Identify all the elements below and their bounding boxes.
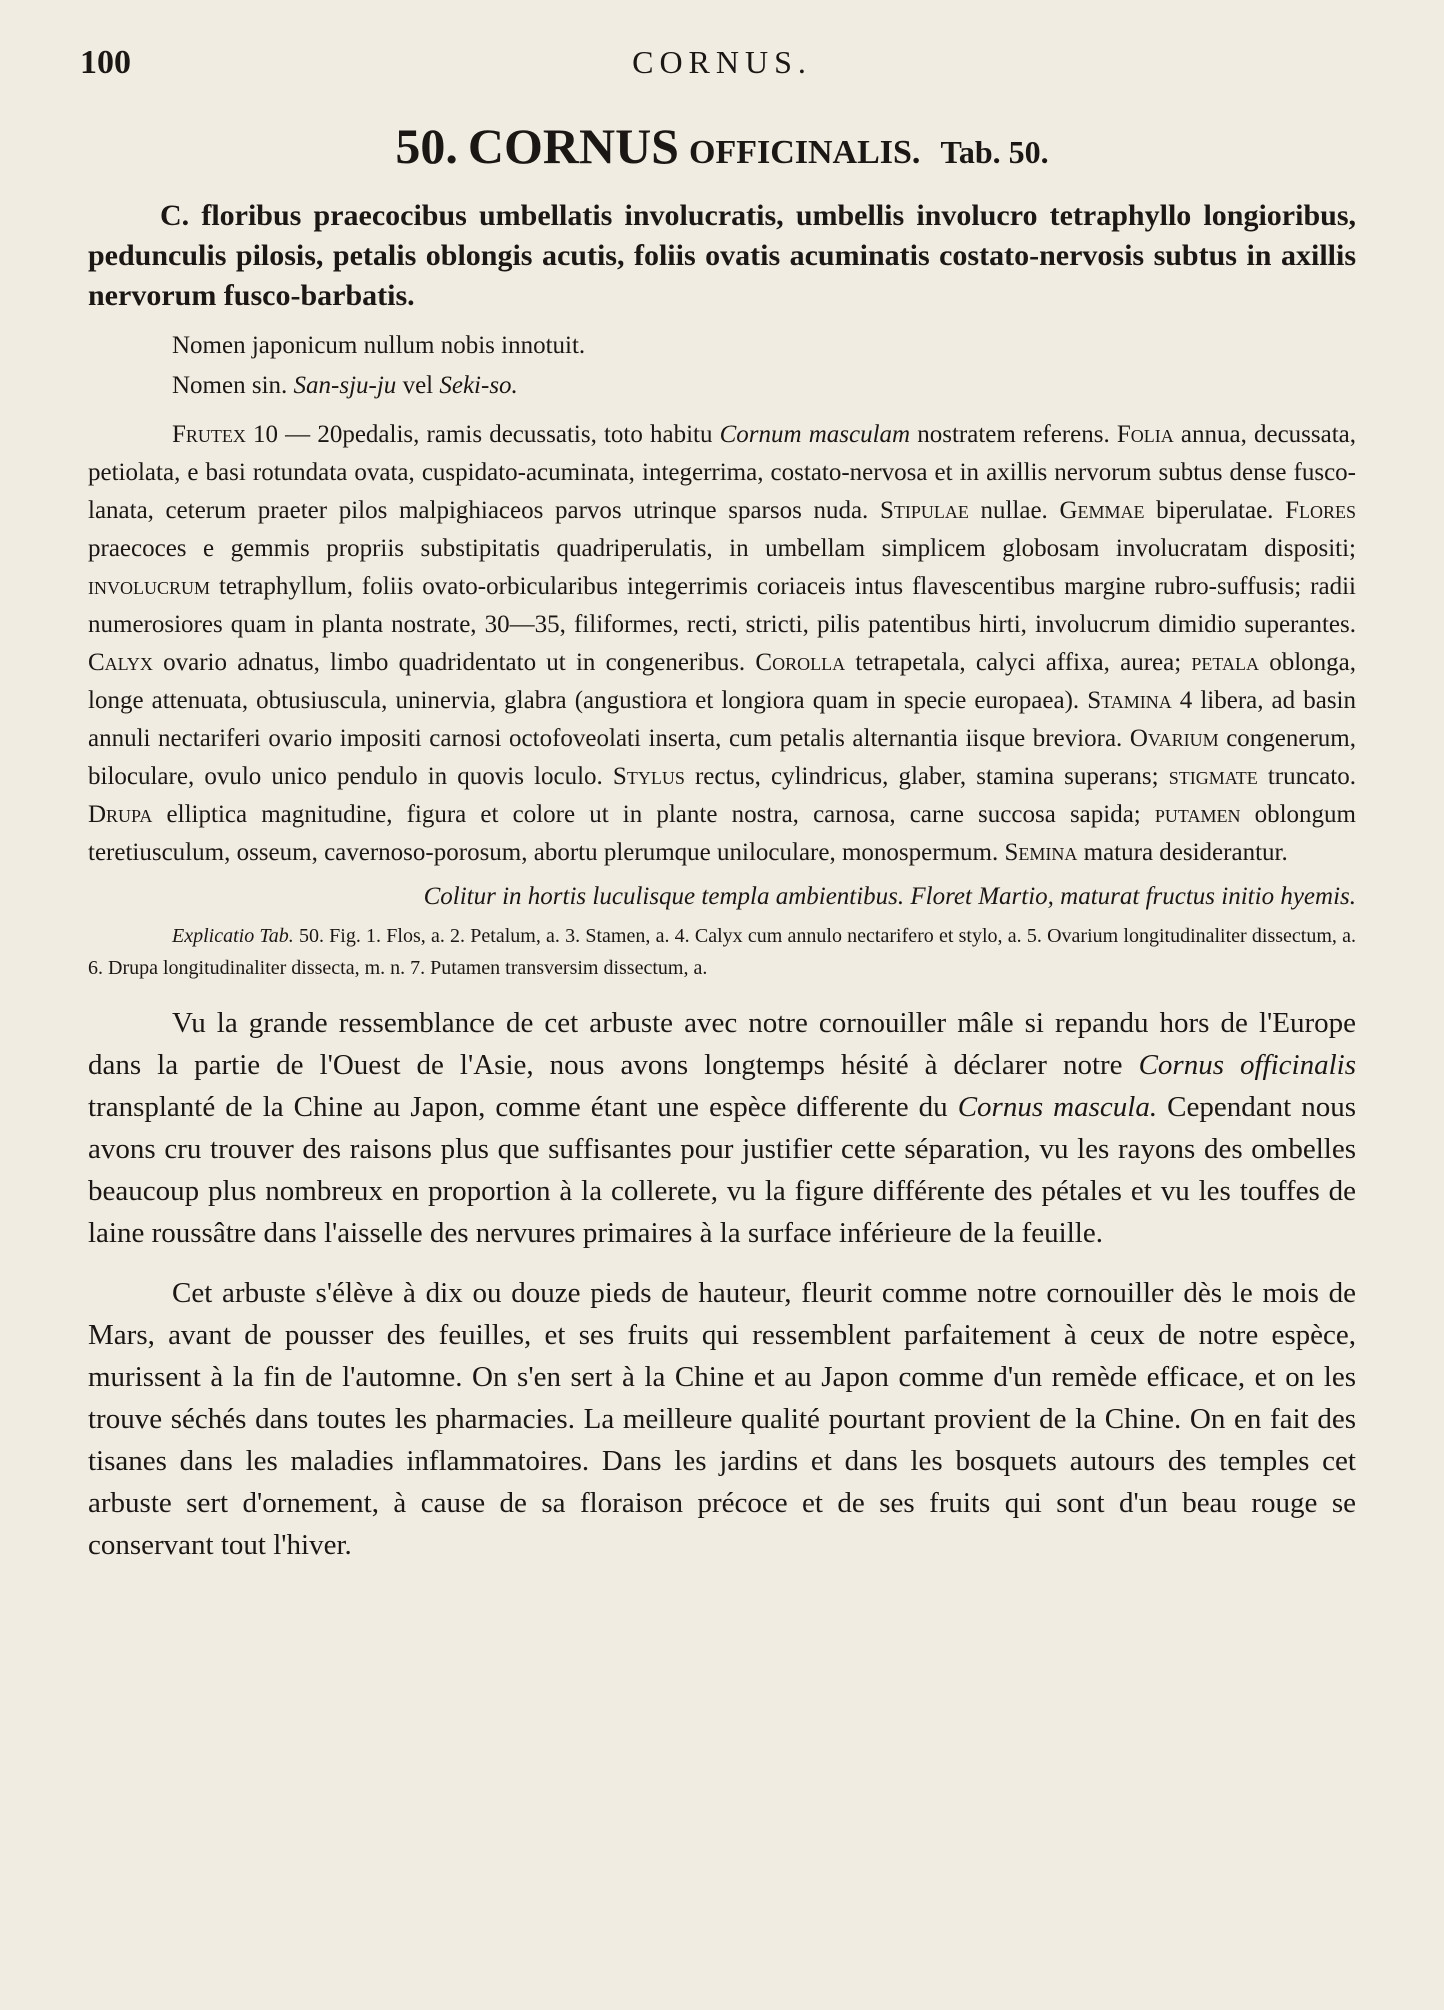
description-run: involucrum: [88, 572, 211, 600]
description-run: ovario adnatus, limbo quadridentato ut in congeneribus.: [152, 648, 756, 676]
description-run: rectus, cylindricus, glaber, stamina superans;: [684, 762, 1169, 790]
description-run: Flores: [1285, 496, 1356, 524]
page-number: 100: [80, 44, 131, 81]
french_1-run: Vu la grande ressemblance de cet arbuste avec notre cornouiller mâle si repandu hors de l'Europe dans la partie de l'Ouest de l'Asie, nous avons longtemps hésité à déclarer notre: [88, 1006, 1356, 1081]
species-epithet: OFFICINALIS.: [689, 134, 921, 171]
nomen-sin-prefix: Nomen sin.: [172, 371, 288, 399]
description-run: Stamina: [1087, 686, 1172, 714]
french_1-run: Cornus officinalis: [1138, 1048, 1357, 1081]
description-run: Ovarium: [1129, 724, 1219, 752]
description-run: nullae.: [968, 496, 1060, 524]
description-run: 4 libera, ad basin annuli nectariferi ovario impositi carnosi octofoveolati inserta, cum petalis alternantia iisque breviora.: [88, 686, 1356, 752]
description-run: Calyx: [88, 648, 153, 676]
page-content: [88, 118, 1356, 1566]
french-paragraph-1: [88, 1002, 1356, 1254]
description-run: truncato.: [1257, 762, 1356, 790]
description-run: Gemmae: [1059, 496, 1145, 524]
description-run: stigmate: [1168, 762, 1258, 790]
description-run: praecoces e gemmis propriis substipitatis quadriperulatis, in umbellam simplicem globosam involucratam dispositi;: [88, 534, 1356, 562]
french_1-run: transplanté de la Chine au Japon, comme étant une espèce differente du: [88, 1090, 958, 1123]
description-run: Folia: [1116, 420, 1174, 448]
nomen-sin-connector: vel: [402, 371, 434, 399]
description-run: tetraphyllum, foliis ovato-orbicularibus integerrimis coriaceis intus flavescentibus margine rubro-suffusis; radii numerosiores quam in planta nostrate, 30—35, filiformes, recti, stricti, pilis patentibus hirti, involucrum dimidio superantes.: [88, 572, 1356, 638]
description-run: Drupa: [88, 800, 153, 828]
latin-description: [88, 416, 1356, 872]
plate-explanation: [88, 920, 1356, 984]
genus-name: CORNUS: [467, 118, 679, 174]
description-run: Stipulae: [879, 496, 969, 524]
chinese-name-1: San-sju-ju: [293, 371, 397, 399]
explicatio-text: 50. Fig. 1. Flos, a. 2. Petalum, a. 3. Stamen, a. 4. Calyx cum annulo nectarifero et stylo, a. 5. Ovarium longitudinaliter dissectum, a. 6. Drupa longitudinaliter dissecta, m. n. 7. Putamen transversim dissectum, a.: [88, 924, 1357, 979]
description-run: matura desiderantur.: [1077, 838, 1288, 866]
description-run: Cornum masculam: [719, 420, 911, 448]
plate-reference: Tab. 50.: [940, 134, 1049, 170]
french_1-run: Cornus mascula.: [957, 1090, 1158, 1123]
chinese-name-2: Seki-so.: [439, 371, 518, 399]
description-run: Semina: [1004, 838, 1078, 866]
cultivation-note: Colitur in hortis luculisque templa ambientibus. Floret Martio, maturat fructus initio hyemis.: [423, 882, 1356, 910]
latin-diagnosis: C. floribus praecocibus umbellatis involucratis, umbellis involucro tetraphyllo longioribus, pedunculis pilosis, petalis oblongis acutis, foliis ovatis acuminatis costato-nervosis subtus in axillis nervorum fusco-barbatis.: [88, 198, 1356, 312]
description-run: biperulatae.: [1144, 496, 1286, 524]
french_1-run: Cependant nous avons cru trouver des raisons plus que suffisantes pour justifier cette séparation, vu les rayons des ombelles beaucoup plus nombreux en proportion à la collerete, vu la figure différente des pétales et vu les touffes de laine roussâtre dans l'aisselle des nervures primaires à la surface inférieure de la feuille.: [88, 1090, 1356, 1249]
description-run: congenerum, biloculare, ovulo unico pendulo in quovis loculo.: [88, 724, 1357, 790]
running-head: [80, 44, 1364, 90]
description-run: putamen: [1154, 800, 1241, 828]
running-title: CORNUS.: [632, 44, 812, 80]
nomen-japonicum: Nomen japonicum nullum nobis innotuit.: [172, 331, 586, 359]
description-run: Stylus: [612, 762, 685, 790]
description-run: petala: [1191, 648, 1259, 676]
description-run: nostratem referens.: [910, 420, 1117, 448]
french-paragraph-2: Cet arbuste s'élève à dix ou douze pieds de hauteur, fleurit comme notre cornouiller dès le mois de Mars, avant de pousser des feuilles, et ses fruits qui ressemblent parfaitement à ceux de notre espèce, murissent à la fin de l'automne. On s'en sert à la Chine et au Japon comme d'un remède efficace, et on les trouve séchés dans toutes les pharmacies. La meilleure qualité pourtant provient de la Chine. On en fait des tisanes dans les maladies inflammatoires. Dans les jardins et dans les bosquets autours des temples cet arbuste sert d'ornement, à cause de sa floraison précoce et de ses fruits qui sont d'un beau rouge se conservant tout l'hiver.: [88, 1276, 1356, 1561]
description-run: oblonga, longe attenuata, obtusiuscula, uninervia, glabra (angustiora et longiora quam in specie europaea).: [88, 648, 1357, 714]
description-run: annua, decussata, petiolata, e basi rotundata ovata, cuspidato-acuminata, integerrima, costato-nervosa et in axillis nervorum subtus dense fusco-lanata, ceterum praeter pilos malpighiaceos parvos utrinque sparsos nuda.: [88, 420, 1357, 524]
description-run: tetrapetala, calyci affixa, aurea;: [845, 648, 1192, 676]
species-heading: [88, 118, 1356, 176]
description-run: oblongum teretiusculum, osseum, cavernoso-porosum, abortu plerumque uniloculare, monospermum.: [88, 800, 1356, 866]
description-run: 10 — 20pedalis, ramis decussatis, toto habitu: [245, 420, 720, 448]
explicatio-label: Explicatio Tab.: [172, 924, 294, 947]
description-run: Corolla: [755, 648, 846, 676]
species-number: 50.: [395, 118, 458, 174]
nomen-sinense: [88, 366, 1356, 406]
description-run: elliptica magnitudine, figura et colore ut in plante nostra, carnosa, carne succosa sapida;: [152, 800, 1155, 828]
description-run: Frutex: [172, 420, 246, 448]
